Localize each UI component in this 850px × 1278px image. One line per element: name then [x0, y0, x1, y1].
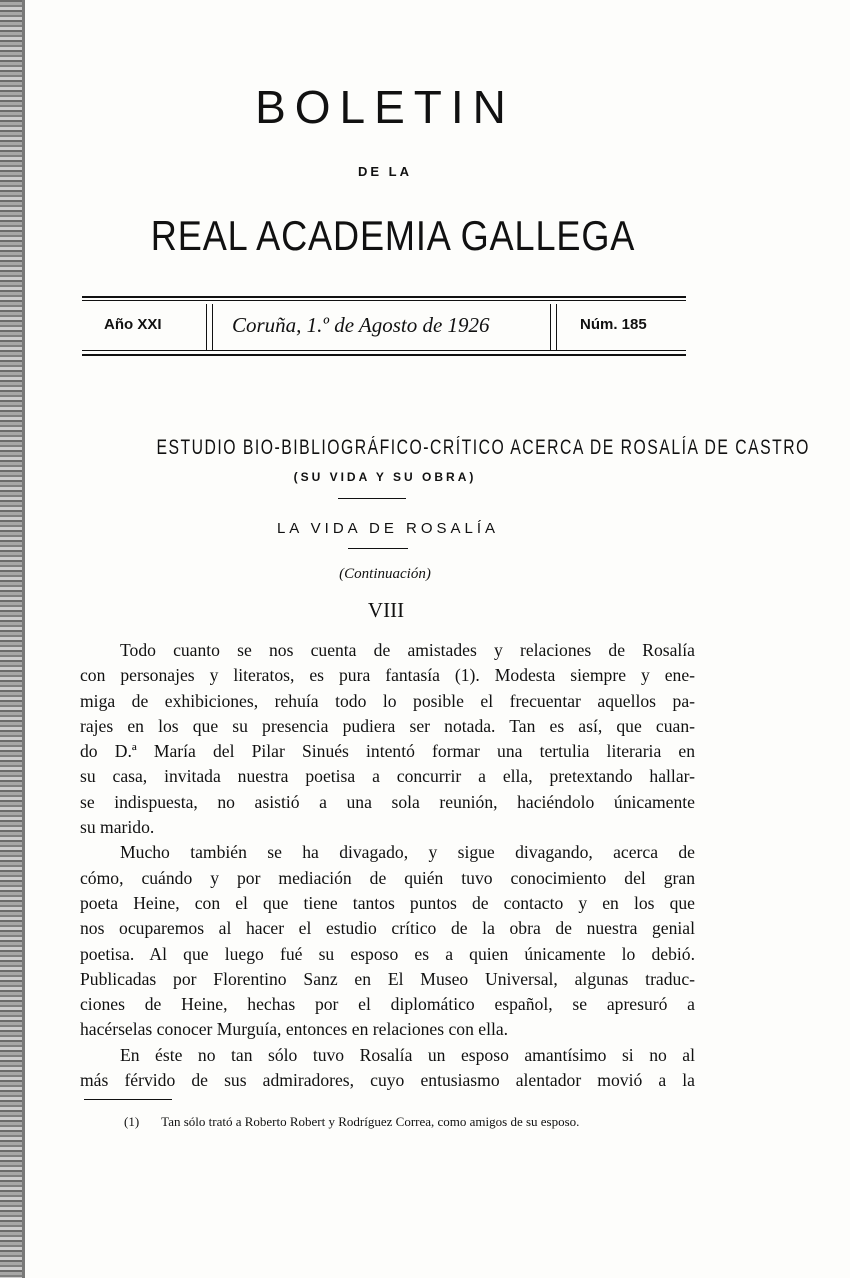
footnote: [124, 1114, 579, 1130]
chapter-number: VIII: [367, 598, 405, 622]
body-line: Todo cuanto se nos cuenta de amistades y relaciones de Rosalía: [120, 640, 695, 660]
body-line: rajes en los que su presencia pudiera ser notada. Tan es así, que cuan-: [80, 715, 695, 736]
issue-date: Coruña, 1.º de Agosto de 1926: [232, 313, 490, 337]
issue-bar-bottom-rule: [82, 354, 686, 356]
continuation-note: (Continuación): [339, 566, 431, 582]
issue-number: Núm. 185: [580, 316, 647, 333]
body-line: poeta Heine, con el que tiene tantos puntos de contacto y en los que: [80, 892, 695, 913]
body-line: poetisa. Al que luego fué su esposo es a quien únicamente lo debió.: [80, 943, 695, 964]
footnote-rule: [84, 1099, 172, 1100]
body-line: ciones de Heine, hechas por el diplomático español, se apresuró a: [80, 994, 695, 1015]
journal-connector: DE LA: [358, 164, 412, 179]
issue-bar-top-rule-thin: [82, 300, 686, 301]
article-body: [80, 638, 695, 1093]
body-line: do D.ª María del Pilar Sinués intentó formar una tertulia literaria en: [80, 741, 695, 762]
body-line: su casa, invitada nuestra poetisa a concurrir a ella, pretextando hallar-: [80, 766, 695, 787]
issue-bar-bottom-rule-thin: [82, 350, 686, 351]
body-line: miga de exhibiciones, rehuía todo lo posible el frecuentar aquellos pa-: [80, 690, 695, 711]
body-line: cómo, cuándo y por mediación de quién tuvo conocimiento del gran: [80, 867, 695, 888]
body-line: con personajes y literatos, es pura fantasía (1). Modesta siempre y ene-: [80, 665, 695, 686]
issue-bar-separator: [550, 304, 557, 350]
issue-bar-separator: [206, 304, 213, 350]
body-line: nos ocuparemos al hacer el estudio crítico de la obra de nuestra genial: [80, 918, 695, 939]
body-line: Mucho también se ha divagado, y sigue divagando, acerca de: [120, 842, 695, 863]
page-binding-shadow: [22, 0, 25, 1278]
divider-rule: [348, 548, 408, 549]
body-line: Publicadas por Florentino Sanz en El Museo Universal, algunas traduc-: [80, 968, 695, 989]
divider-rule: [338, 498, 406, 499]
footnote-text: Tan sólo trató a Roberto Robert y Rodríguez Correa, como amigos de su esposo.: [161, 1114, 580, 1129]
body-line: más férvido de sus admiradores, cuyo entusiasmo alentador movió a la: [80, 1070, 695, 1091]
body-line: su marido.: [80, 817, 155, 838]
article-subtitle: (SU VIDA Y SU OBRA): [293, 470, 477, 484]
body-line: hacérselas conocer Murguía, entonces en relaciones con ella.: [80, 1019, 509, 1040]
issue-info-bar: [82, 296, 686, 358]
footnote-marker: (1): [124, 1114, 140, 1129]
body-line: En éste no tan sólo tuvo Rosalía un esposo amantísimo si no al: [120, 1044, 695, 1065]
body-line: se indispuesta, no asistió a una sola reunión, haciéndolo únicamente: [80, 791, 695, 812]
article-title: ESTUDIO BIO-BIBLIOGRÁFICO-CRÍTICO ACERCA DE ROSALÍA DE CASTRO: [156, 436, 810, 459]
section-heading: LA VIDA DE ROSALÍA: [276, 520, 500, 537]
issue-bar-top-rule: [82, 296, 686, 298]
page-binding-edge: [0, 0, 22, 1278]
journal-title: BOLETIN: [255, 81, 515, 133]
issue-year: Año XXI: [104, 316, 162, 333]
academy-name: REAL ACADEMIA GALLEGA: [150, 212, 636, 259]
